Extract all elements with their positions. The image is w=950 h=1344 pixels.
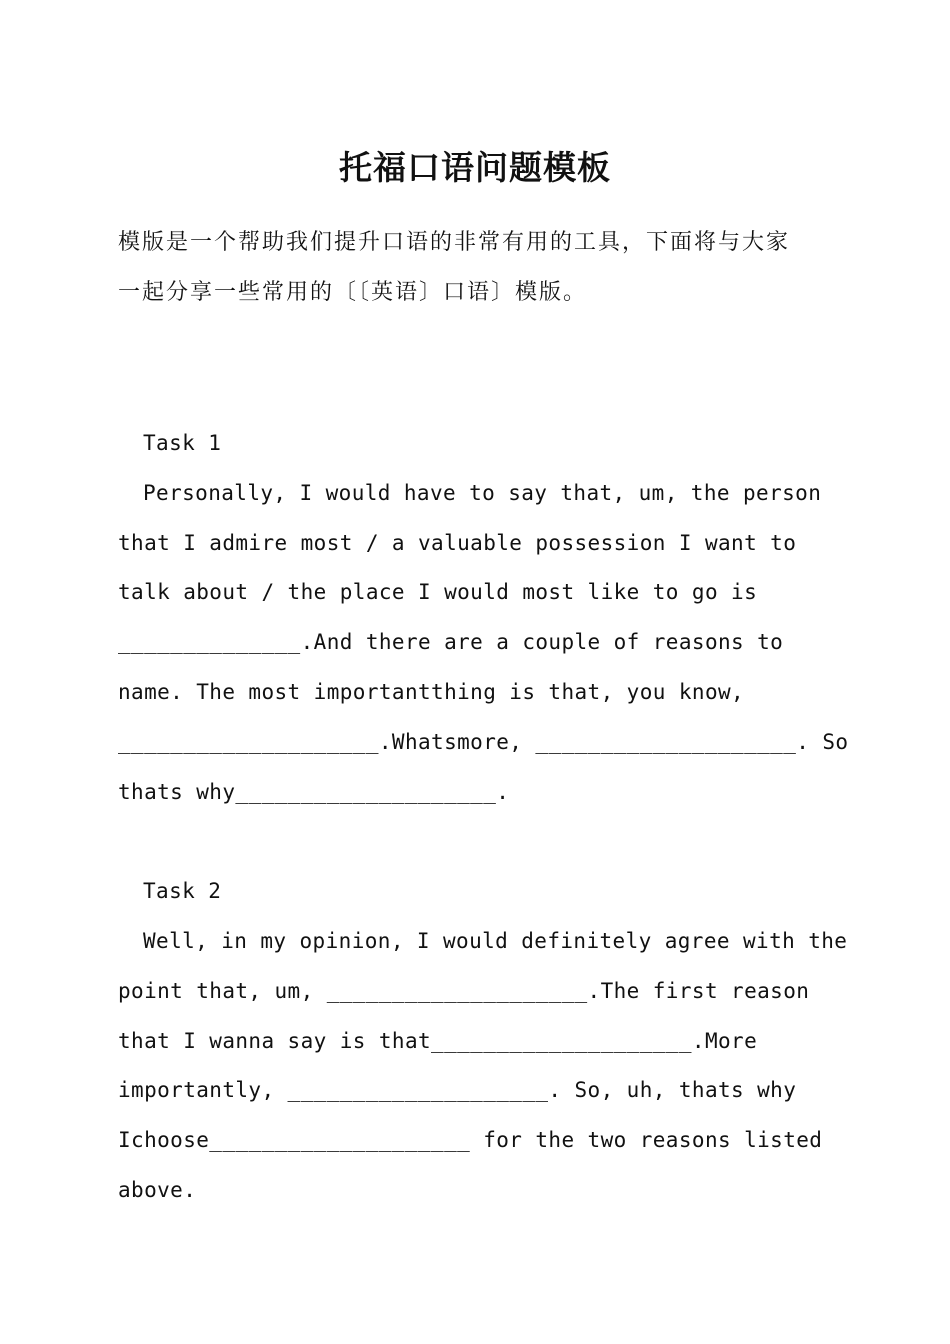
page-title: 托福口语问题模板 (339, 148, 611, 187)
task1-line: talk about / the place I would most like to go is (118, 580, 758, 604)
task2-line: importantly, ____________________. So, uh, thats why (118, 1078, 797, 1102)
task2-line: Well, in my opinion, I would definitely agree with the (143, 929, 848, 953)
task2-line: above. (118, 1178, 197, 1202)
task1-line: Personally, I would have to say that, um, the person (143, 481, 822, 505)
task2-line: that I wanna say is that____________________.More (118, 1029, 758, 1053)
task1-line: thats why____________________. (118, 780, 510, 804)
task1-line: ______________.And there are a couple of reasons to (118, 630, 784, 654)
task1-line: that I admire most / a valuable possession I want to (118, 531, 797, 555)
task2-line: point that, um, ____________________.The first reason (118, 979, 810, 1003)
task1-line: ____________________.Whatsmore, ____________________. So (118, 730, 849, 754)
task2-line: Ichoose____________________ for the two reasons listed (118, 1128, 823, 1152)
task1-heading: Task 1 (143, 431, 222, 455)
task2-heading: Task 2 (143, 879, 222, 903)
intro-line-1: 模版是一个帮助我们提升口语的非常有用的工具，下面将与大家 (118, 230, 791, 255)
intro-line-2: 一起分享一些常用的〔〔英语〕口语〕模版。 (118, 280, 588, 305)
task1-line: name. The most importantthing is that, you know, (118, 680, 745, 704)
